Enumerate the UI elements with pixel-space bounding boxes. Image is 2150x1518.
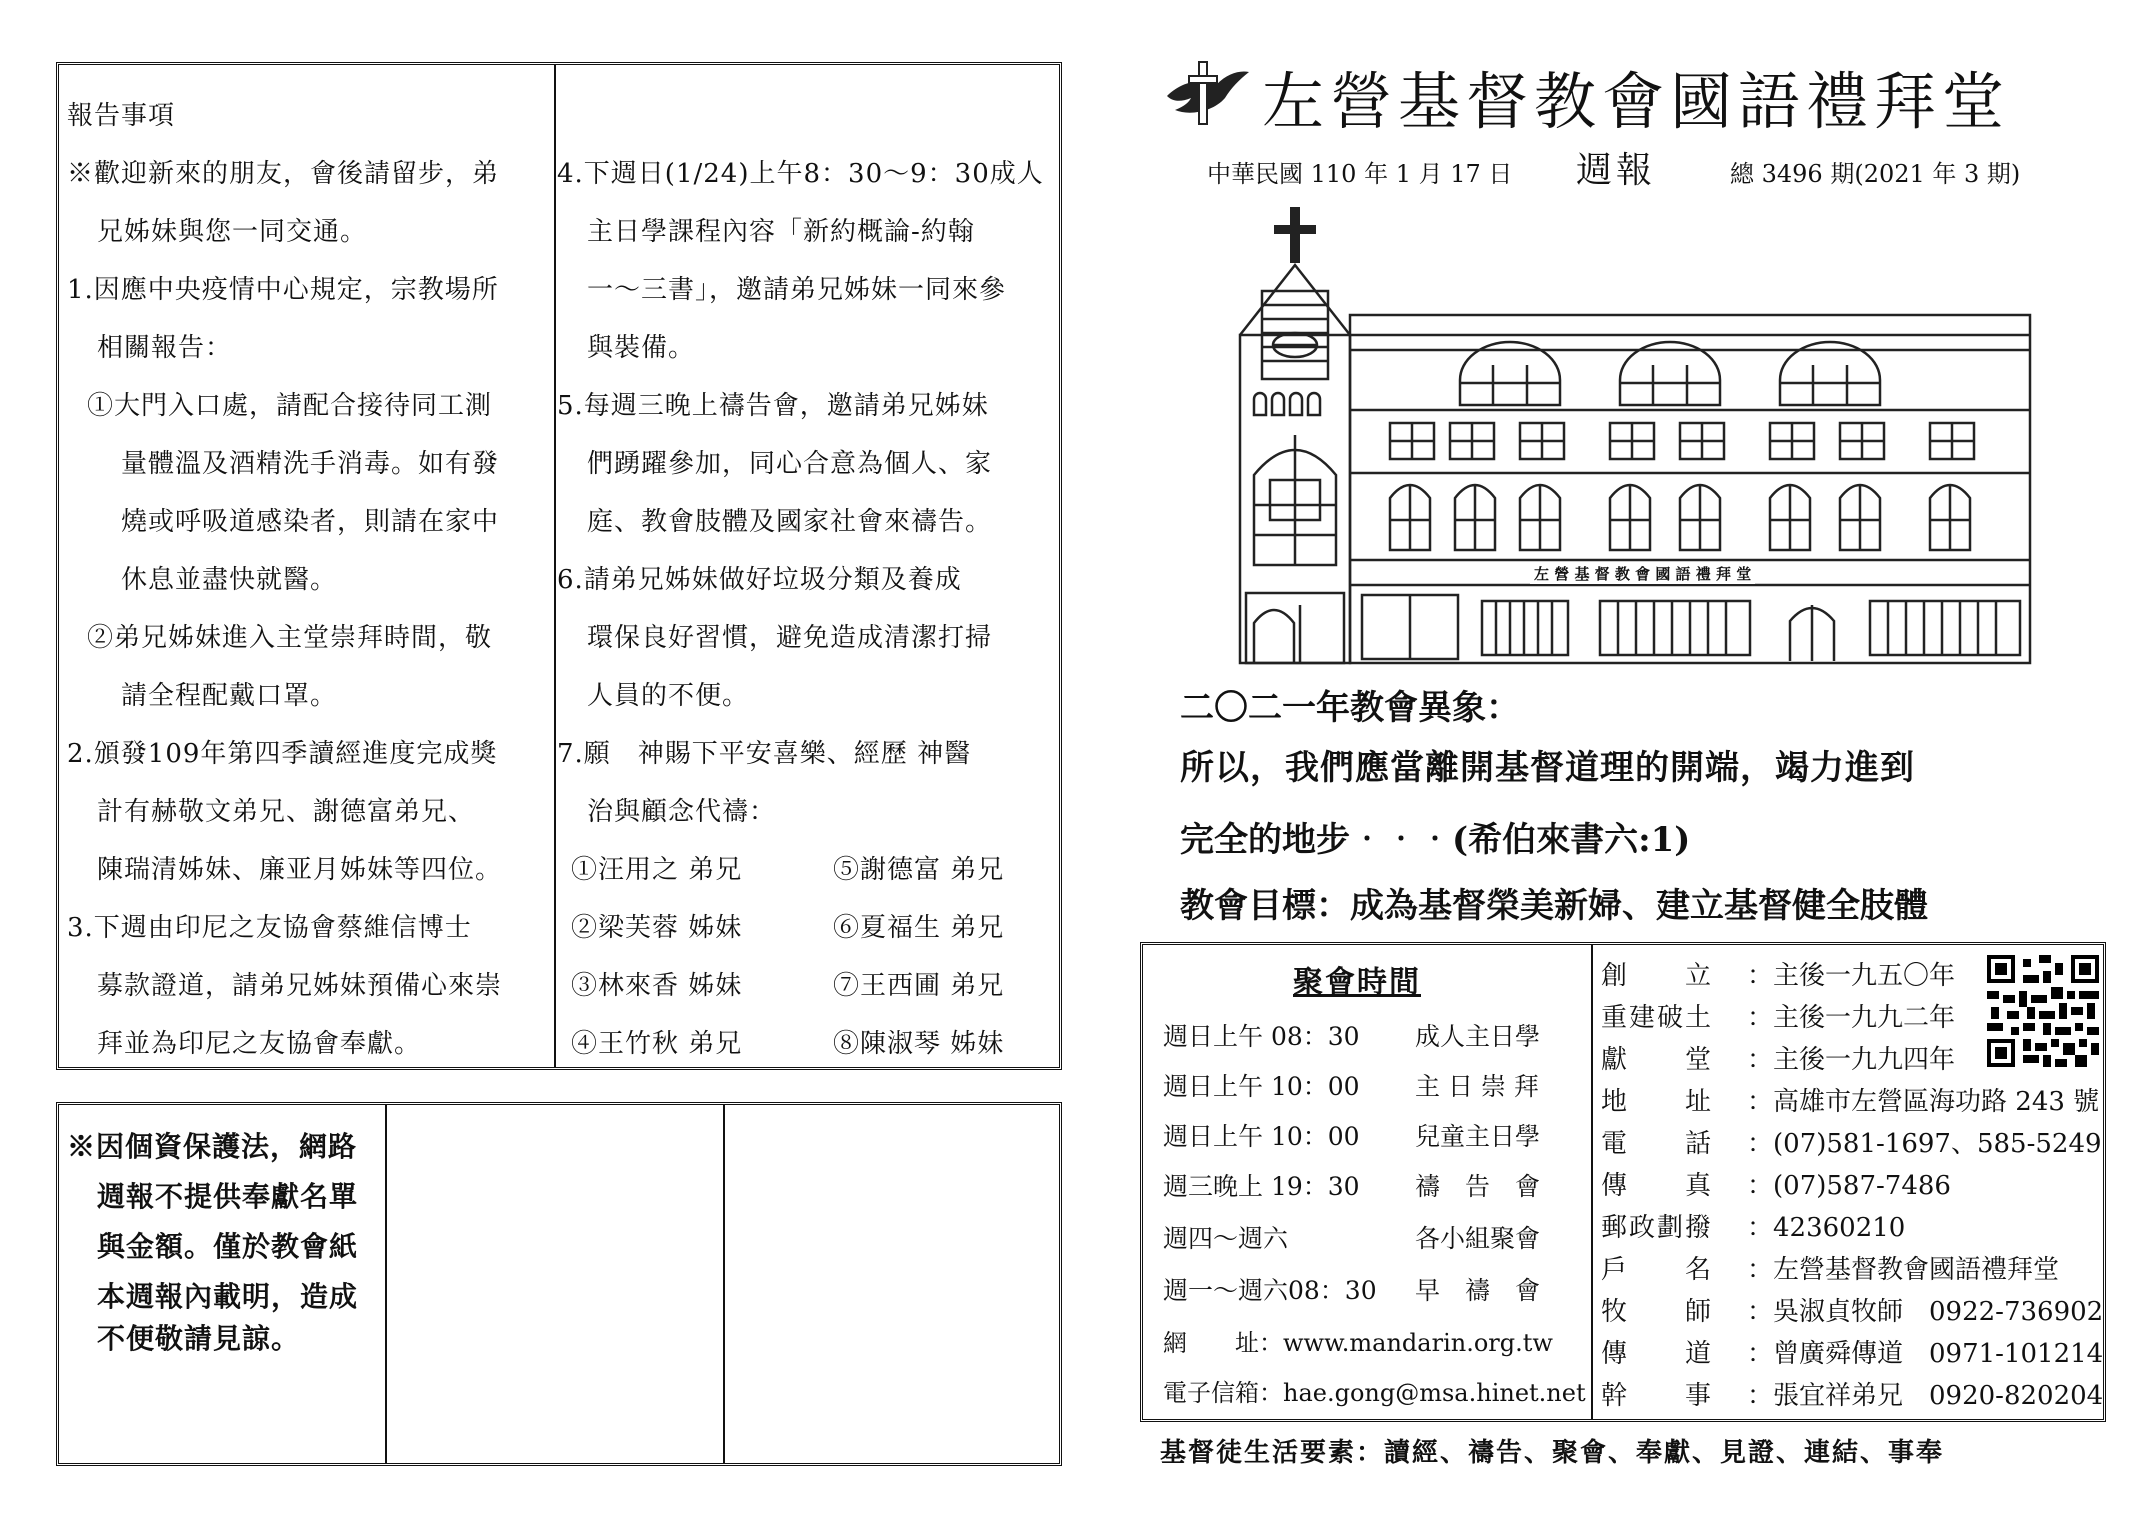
offering-divider	[385, 1105, 387, 1463]
qr-code-icon[interactable]	[1987, 955, 2099, 1067]
offering-divider	[723, 1105, 725, 1463]
announcement-line: 兄姊妹與您一同交通。	[97, 217, 368, 247]
meeting-row	[1163, 1117, 1540, 1153]
info-row: 牧 師 ：吳淑貞牧師 0922-736902	[1601, 1291, 2103, 1328]
vision-verse-line-1: 所以，我們應當離開基督道理的開端，竭力進到	[1180, 748, 1915, 788]
meeting-time: 週日上午 08：30	[1163, 1022, 1360, 1051]
prayer-row	[571, 965, 1004, 1002]
email-link[interactable]: 電子信箱：hae.gong@msa.hinet.net	[1163, 1379, 1586, 1407]
meeting-times-title: 聚會時間	[1293, 965, 1421, 1000]
meeting-name: 成人主日學	[1415, 1022, 1541, 1051]
meeting-row	[1163, 1017, 1540, 1053]
info-key: 幹 事	[1601, 1381, 1714, 1411]
announcement-line: 3.下週由印尼之友協會蔡維信博士	[67, 913, 472, 943]
info-key: 重建破土	[1601, 1003, 1714, 1033]
announcement-line: 2.頒發109年第四季讀經進度完成獎	[67, 739, 498, 769]
privacy-line: 本週報內載明，造成	[97, 1280, 359, 1313]
announcement-line: 7.願 神賜下平安喜樂、經歷 神醫	[557, 739, 972, 769]
announcement-line: 拜並為印尼之友協會奉獻。	[97, 1029, 422, 1059]
privacy-line: 與金額。僅於教會紙	[97, 1230, 359, 1263]
announcement-line: 與裝備。	[587, 333, 696, 363]
meeting-time: 週日上午 10：00	[1163, 1072, 1360, 1101]
info-value: 曾廣舜傳道 0971-101214	[1773, 1339, 2104, 1369]
announcement-line: 治與顧念代禱：	[587, 797, 777, 827]
cross-icon	[1274, 207, 1316, 263]
info-key: 戶 名	[1601, 1255, 1714, 1285]
meeting-time: 週一～週六08：30	[1163, 1276, 1377, 1305]
info-row: 創 立 ：主後一九五〇年	[1601, 955, 1955, 992]
announcement-line: 5.每週三晚上禱告會，邀請弟兄姊妹	[557, 391, 989, 421]
meeting-row	[1163, 1219, 1540, 1255]
bulletin-date: 中華民國 110 年 1 月 17 日	[1207, 160, 1513, 188]
announcement-line: 燒或呼吸道感染者，則請在家中	[121, 507, 500, 537]
vision-verse-line-2: 完全的地步‧‧‧(希伯來書六:1)	[1180, 820, 1691, 860]
church-logo	[1165, 58, 1250, 128]
website-link[interactable]: 網 址：www.mandarin.org.tw	[1163, 1329, 1553, 1357]
announcement-line: 4.下週日(1/24)上午8：30～9：30成人	[557, 159, 1044, 189]
announcement-line: 環保良好習慣，避免造成清潔打掃	[587, 623, 993, 653]
announcement-line: 們踴躍參加，同心合意為個人、家	[587, 449, 993, 479]
announcement-line: ※歡迎新來的朋友，會後請留步，弟	[67, 159, 500, 189]
announcement-line: 相關報告：	[97, 333, 233, 363]
info-row: 郵政劃撥 ：42360210	[1601, 1207, 1905, 1244]
announcement-line: 6.請弟兄姊妹做好垃圾分類及養成	[557, 565, 962, 595]
privacy-line: 週報不提供奉獻名單	[97, 1180, 359, 1213]
bulletin-issue: 總 3496 期(2021 年 3 期)	[1730, 160, 2021, 188]
announcement-line: 陳瑞清姊妹、廉亚月姊妹等四位。	[97, 855, 503, 885]
info-key: 電 話	[1601, 1129, 1714, 1159]
meeting-times	[1143, 945, 1589, 1419]
announcement-line: ②弟兄姊妹進入主堂崇拜時間，敬	[87, 623, 493, 653]
info-key: 牧 師	[1601, 1297, 1714, 1327]
info-key: 郵政劃撥	[1601, 1213, 1714, 1243]
announcement-line: 休息並盡快就醫。	[121, 565, 338, 595]
info-value: 左營基督教會國語禮拜堂	[1773, 1255, 2060, 1285]
info-key: 傳 真	[1601, 1171, 1714, 1201]
announcement-line: 計有赫敬文弟兄、謝德富弟兄、	[97, 797, 476, 827]
info-row: 幹 事 ：張宜祥弟兄 0920-820204	[1601, 1375, 2103, 1412]
meeting-time: 週日上午 10：00	[1163, 1122, 1360, 1151]
info-row: 傳 真 ：(07)587-7486	[1601, 1165, 1951, 1202]
info-key: 獻 堂	[1601, 1045, 1714, 1075]
meeting-name: 兒童主日學	[1415, 1122, 1541, 1151]
prayer-name: ⑧陳淑琴 姊妹	[833, 1029, 1005, 1059]
church-name-title: 左營基督教會國語禮拜堂	[1262, 65, 2011, 138]
christian-life-essentials: 基督徒生活要素：讀經、禱告、聚會、奉獻、見證、連結、事奉	[1160, 1438, 1945, 1468]
meeting-row	[1163, 1167, 1540, 1203]
privacy-line: 不便敬請見諒。	[97, 1322, 301, 1355]
meeting-time: 週四～週六	[1163, 1224, 1289, 1253]
info-value: 高雄市左營區海功路 243 號	[1773, 1087, 2100, 1117]
privacy-line: ※因個資保護法，網路	[67, 1130, 358, 1163]
announcement-line: 量體溫及酒精洗手消毒。如有發	[121, 449, 500, 479]
vision-title: 二〇二一年教會異象：	[1180, 688, 1520, 728]
church-info	[1593, 945, 2103, 1419]
announcement-line: 主日學課程內容「新約概論-約翰	[587, 217, 975, 247]
church-building-illustration	[1230, 205, 2040, 665]
offering-box	[56, 1102, 1062, 1466]
meeting-name: 主 日 崇 拜	[1415, 1072, 1539, 1101]
prayer-name: ⑤謝德富 弟兄	[833, 855, 1005, 885]
bulletin-label: 週報	[1576, 150, 1657, 191]
info-value: 主後一九九二年	[1773, 1003, 1956, 1033]
info-value: 42360210	[1773, 1213, 1906, 1243]
info-value: 主後一九九四年	[1773, 1045, 1956, 1075]
announcement-line: ①大門入口處，請配合接待同工測	[87, 391, 493, 421]
meeting-name: 禱 告 會	[1415, 1172, 1541, 1201]
info-value: (07)587-7486	[1773, 1171, 1951, 1201]
announcements-box	[56, 62, 1062, 1070]
prayer-name: ⑥夏福生 弟兄	[833, 913, 1005, 943]
info-row: 地 址 ：高雄市左營區海功路 243 號	[1601, 1081, 2099, 1118]
meeting-info-box	[1140, 942, 2106, 1422]
info-key: 傳 道	[1601, 1339, 1714, 1369]
meeting-row	[1163, 1271, 1540, 1307]
info-value: 吳淑貞牧師 0922-736902	[1773, 1297, 2104, 1327]
prayer-row	[571, 1023, 1004, 1060]
announcements-heading: 報告事項	[67, 101, 176, 131]
column-divider	[554, 65, 556, 1067]
church-goal: 教會目標：成為基督榮美新婦、建立基督健全肢體	[1180, 886, 1928, 926]
meeting-time: 週三晚上 19：30	[1163, 1172, 1360, 1201]
dove-cross-icon	[1165, 58, 1250, 128]
info-row: 電 話 ：(07)581-1697、585-5249	[1601, 1123, 2102, 1160]
info-row: 重建破土 ：主後一九九二年	[1601, 997, 1955, 1034]
prayer-name: ①汪用之 弟兄	[571, 855, 743, 885]
prayer-row	[571, 849, 1004, 886]
info-row: 戶 名 ：左營基督教會國語禮拜堂	[1601, 1249, 2059, 1286]
info-key: 創 立	[1601, 961, 1714, 991]
prayer-name: ③林來香 姊妹	[571, 971, 743, 1001]
announcement-line: 庭、教會肢體及國家社會來禱告。	[587, 507, 993, 537]
meeting-name: 早 禱 會	[1415, 1276, 1541, 1305]
meeting-row	[1163, 1067, 1539, 1103]
info-value: 主後一九五〇年	[1773, 961, 1956, 991]
info-row: 獻 堂 ：主後一九九四年	[1601, 1039, 1955, 1076]
announcement-line: 募款證道，請弟兄姊妹預備心來崇	[97, 971, 503, 1001]
prayer-name: ②梁芙蓉 姊妹	[571, 913, 743, 943]
prayer-row	[571, 907, 1004, 944]
announcement-line: 一～三書」，邀請弟兄姊妹一同來參	[587, 275, 1007, 305]
meeting-name: 各小組聚會	[1415, 1224, 1541, 1253]
info-row: 傳 道 ：曾廣舜傳道 0971-101214	[1601, 1333, 2103, 1370]
prayer-name: ⑦王西圃 弟兄	[833, 971, 1005, 1001]
info-value: (07)581-1697、585-5249	[1773, 1129, 2102, 1159]
building-sign: 左 營 基 督 教 會 國 語 禮 拜 堂	[1530, 563, 1755, 584]
announcement-line: 人員的不便。	[587, 681, 750, 711]
prayer-name: ④王竹秋 弟兄	[571, 1029, 743, 1059]
info-key: 地 址	[1601, 1087, 1714, 1117]
announcement-line: 請全程配戴口罩。	[121, 681, 338, 711]
announcement-line: 1.因應中央疫情中心規定，宗教場所	[67, 275, 499, 305]
info-value: 張宜祥弟兄 0920-820204	[1773, 1381, 2104, 1411]
